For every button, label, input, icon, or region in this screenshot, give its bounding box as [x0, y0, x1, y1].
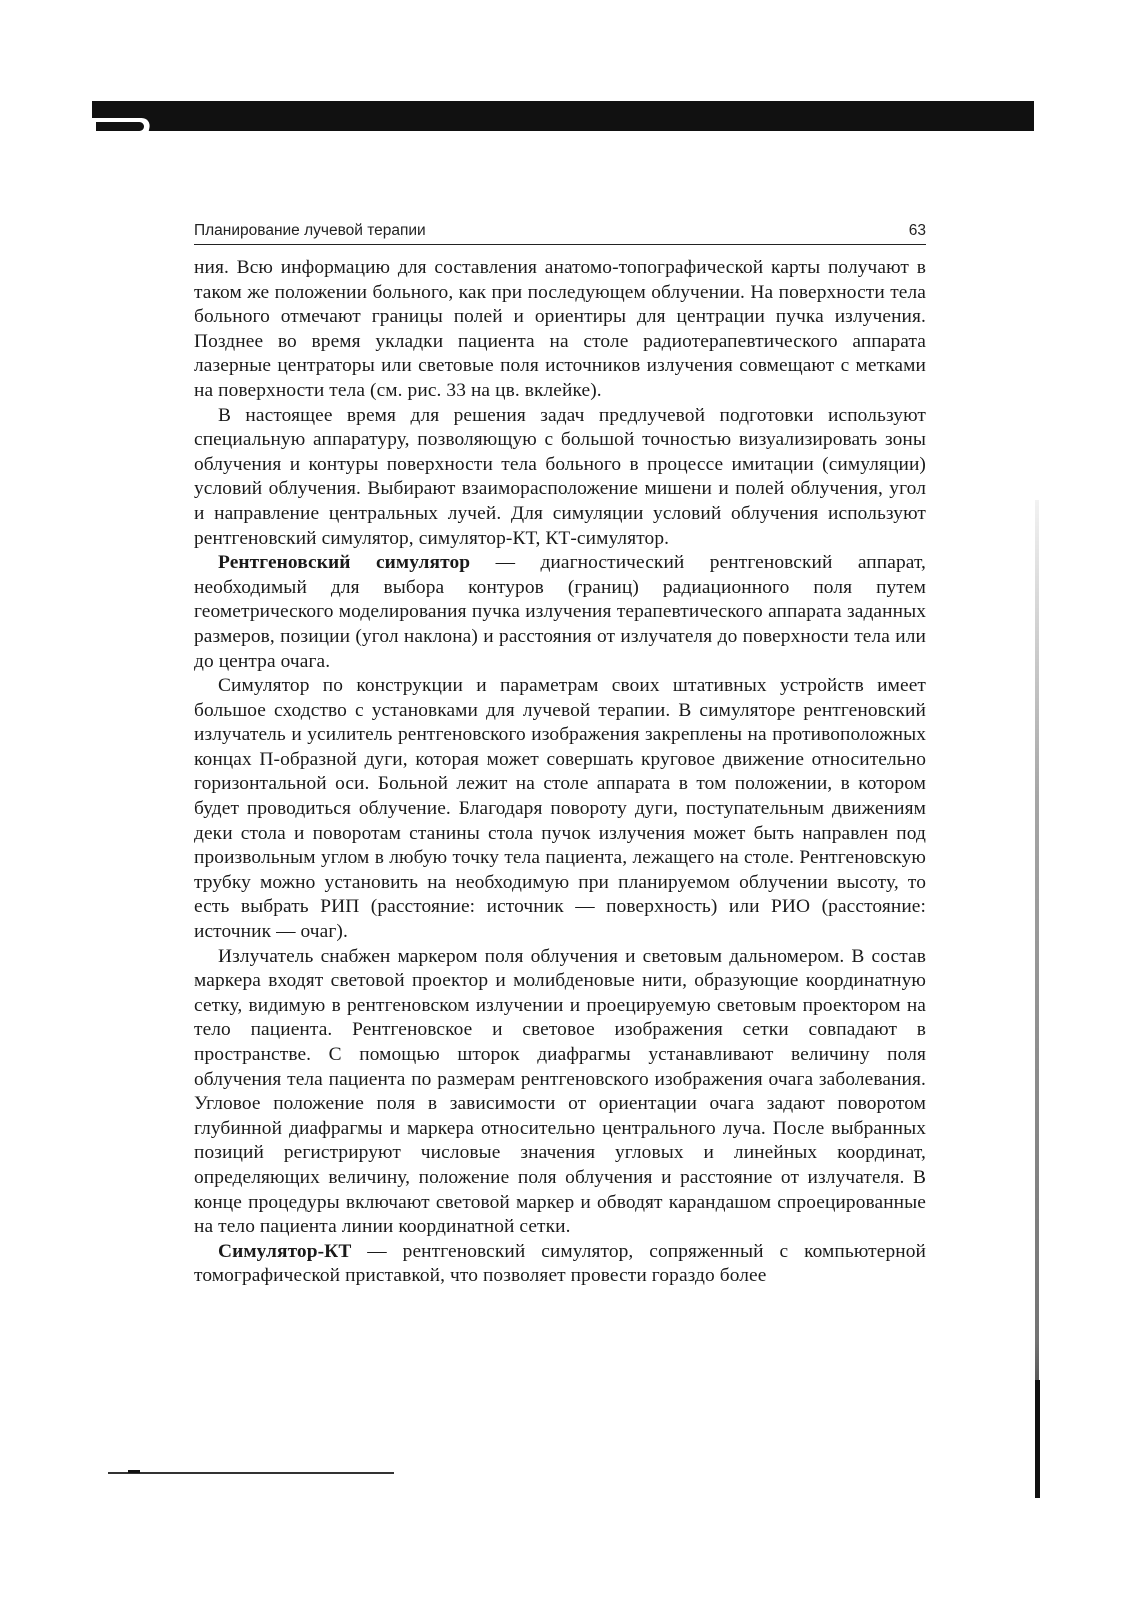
scan-page-edge-dark: [1035, 1380, 1040, 1498]
definition-text: — диагностический рентгеновский аппарат, необходимый для выбора контуров (границ) радиационного поля путем геометрического моделирования пучка излучения терапевтического аппарата заданных размеров, позиции (угол наклона) и расстояния от излучателя до поверхности тела или до центра очага.: [194, 552, 927, 672]
page-number: 63: [908, 222, 926, 239]
footnote-rule: [108, 1472, 394, 1474]
footnote-rule-mark: [128, 1470, 140, 1473]
top-bar-notch-mark: [96, 122, 144, 131]
paragraph-definition: [194, 1240, 926, 1289]
paragraph: В настоящее время для решения задач предлучевой подготовки используют специальную аппаратуру, позволяющую с большой точностью визуализировать зоны облучения и контуры поверхности тела больного в процессе имитации (симуляции) условий облучения. Выбирают взаиморасположение мишени и полей облучения, угол и направление центральных лучей. Для симуляции условий облучения используют рентгеновский симулятор, симулятор-КТ, КТ-симулятор.: [194, 404, 926, 549]
paragraph: Симулятор по конструкции и параметрам своих штативных устройств имеет большое сходство с установками для лучевой терапии. В симуляторе рентгеновский излучатель и усилитель рентгеновского изображения закреплены на противоположных концах П-образной дуги, которая может совершать круговое движение относительно горизонтальной оси. Больной лежит на столе аппарата в том положении, в котором будет проводиться облучение. Благодаря повороту дуги, поступательным движениям деки стола и поворотам станины стола пучок излучения может быть направлен под произвольным углом в любую точку тела пациента, лежащего на столе. Рентгеновскую трубку можно установить на необходимую при планируемом облучении высоту, то есть выбрать РИП (расстояние: источник — поверхность) или РИО (расстояние: источник — очаг).: [194, 675, 926, 943]
body-text: [194, 256, 926, 1289]
defined-term: Рентгеновский симулятор: [218, 552, 471, 574]
scan-page-edge: [1035, 500, 1039, 1490]
running-header-title: Планирование лучевой терапии: [194, 222, 426, 239]
definition-text: — рентгеновский симулятор, сопряженный с компьютерной томографической приставкой, что позволяет провести гораздо более: [194, 1240, 926, 1287]
paragraph: ния. Всю информацию для составления анатомо-топографической карты получают в таком же положении больного, как при последующем облучении. На поверхности тела больного отмечают границы полей и ориентиры для центрации пучка излучения. Позднее во время укладки пациента на столе радиотерапевтического аппарата лазерные центраторы или световые поля источников излучения совмещают с метками на поверхности тела (см. рис. 33 на цв. вклейке).: [194, 257, 926, 401]
running-header: [194, 222, 926, 245]
paragraph: Излучатель снабжен маркером поля облучения и световым дальномером. В состав маркера входят световой проектор и молибденовые нити, образующие координатную сетку, видимую в рентгеновском излучении и проецируемую световым проектором на тело пациента. Рентгеновское и световое изображения сетки совпадают в пространстве. С помощью шторок диафрагмы устанавливают величину поля облучения тела пациента по размерам рентгеновского изображения очага заболевания. Угловое положение поля в зависимости от ориентации очага задают поворотом глубинной диафрагмы и маркера относительно центрального луча. После выбранных позиций регистрируют числовые значения угловых и линейных координат, определяющих величину, положение поля облучения и расстояние от излучателя. В конце процедуры включают световой маркер и обводят карандашом спроецированные на тело пациента линии координатной сетки.: [194, 945, 926, 1238]
defined-term: Симулятор-КТ: [218, 1240, 352, 1262]
paragraph-definition: [194, 551, 926, 674]
top-black-bar: [92, 101, 1034, 131]
